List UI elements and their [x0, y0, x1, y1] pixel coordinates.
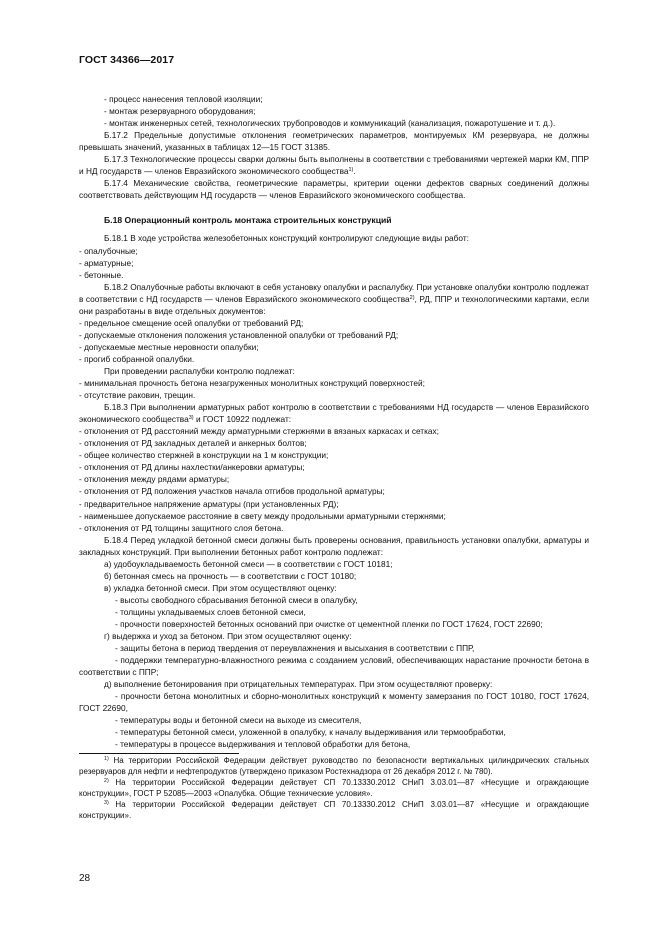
clause-b18-4: Б.18.4 Перед укладкой бетонной смеси должны быть проверены основания, правильность установки опалубки, арматуры и закладных конструкций. При выполнении бетонных работ контролю подлежат: — [79, 534, 589, 557]
list-item: - толщины укладываемых слоев бетонной смеси, — [115, 606, 306, 617]
footnote-separator — [79, 753, 239, 754]
footnote: $^{2)}$ На территории Российской Федерации действует СП 70.13330.2012 СНиП 3.03.01—87 «Несущие и ограждающие конструкции», ГОСТ Р 52085—2003 «Опалубка. Общие технические условия». — [79, 778, 589, 799]
list-item: - отсутствие раковин, трещин. — [79, 390, 196, 401]
footnote: $^{3)}$ На территории Российской Федерации действует СП 70.13330.2012 СНиП 3.03.01—87 «Несущие и ограждающие конструкции». — [79, 800, 589, 821]
list-item: - отклонения между рядами арматуры; — [79, 474, 230, 485]
list-item: - наименьшее допускаемое расстояние в свету между продольными арматурными стержнями; — [79, 510, 446, 521]
footnote-mark: 3) — [104, 800, 109, 807]
list-item: - защиты бетона в период твердения от переувлажнения и высыхания в соответствии с ППР, — [115, 643, 475, 654]
document-header: ГОСТ 34366—2017 — [79, 54, 175, 66]
sub-item-d: д) выполнение бетонирования при отрицательных температурах. При этом осуществляют проверку: — [104, 679, 493, 690]
clause-b18-1: Б.18.1 В ходе устройства железобетонных конструкций контролируют следующие виды работ: — [104, 233, 469, 244]
clause-b17-3: Б.17.3 Технологические процессы сварки должны быть выполнены в соответствии с требованиями чертежей марки КМ, ППР и НД государств — членов Евразийского экономического сообщества$^{1)}$. — [79, 154, 589, 177]
clause-b18-3: Б.18.3 При выполнении арматурных работ контролю в соответствии с требованиями НД государств — членов Евразийского экономического сообщества$^{3)}$ и ГОСТ 10922 подлежат: — [79, 402, 589, 425]
footnote-ref: 3) — [188, 415, 194, 422]
list-item: - допускаемые местные неровности опалубки; — [79, 341, 259, 352]
sub-item-a: а) удобоукладываемость бетонной смеси — в соответствии с ГОСТ 10181; — [104, 558, 393, 569]
footnote-ref: 1) — [348, 167, 354, 174]
list-item: - арматурные; — [79, 257, 134, 268]
list-item: - поддержки температурно-влажностного режима с созданием условий, обеспечивающих нарастание прочности бетона в соответствии с ППР; — [79, 655, 589, 678]
list-item: - температуры в процессе выдерживания и тепловой обработки для бетона, — [115, 739, 411, 750]
list-item: - опалубочные; — [79, 245, 138, 256]
list-item: - отклонения от РД толщины защитного слоя бетона. — [79, 522, 284, 533]
list-item: - высоты свободного сбрасывания бетонной смеси в опалубку, — [115, 594, 358, 605]
list-item: - предварительное напряжение арматуры (при установленных РД); — [79, 498, 339, 509]
list-item: - монтаж инженерных сетей, технологических трубопроводов и коммуникаций (канализация, пожаротушение и т. д.). — [104, 118, 556, 129]
list-item: - отклонения от РД положения участков начала отгибов продольной арматуры; — [79, 486, 385, 497]
list-item: - допускаемые отклонения положения установленной опалубки от требований РД; — [79, 329, 399, 340]
page-number: 28 — [79, 873, 91, 884]
paragraph: При проведении распалубки контролю подлежат: — [104, 365, 295, 376]
list-item: - отклонения от РД длины нахлестки/анкеровки арматуры; — [79, 462, 305, 473]
list-item: - прочности бетона монолитных и сборно-монолитных конструкций к моменту замерзания по ГОСТ 10180, ГОСТ 17624, ГОСТ 22690, — [79, 691, 589, 714]
list-item: - предельное смещение осей опалубки от требований РД; — [79, 317, 304, 328]
clause-b17-4: Б.17.4 Механические свойства, геометрические параметры, критерии оценки дефектов сварных соединений должны соответствовать действующим НД государств — членов Евразийского экономического сообщества. — [79, 178, 589, 201]
section-heading: Б.18 Операционный контроль монтажа строительных конструкций — [104, 215, 392, 226]
list-item: - монтаж резервуарного оборудования; — [104, 106, 256, 117]
list-item: - бетонные. — [79, 269, 124, 280]
list-item: - минимальная прочность бетона незагруженных монолитных конструкций поверхностей; — [79, 378, 425, 389]
footnote-mark: 2) — [104, 778, 109, 785]
clause-b18-2: Б.18.2 Опалубочные работы включают в себя установку опалубки и распалубку. При установке опалубки контролю подлежат в соответствии с НД государств — членов Евразийского экономического сообщества$^{2)}$, РД, ППР и технологическими картами, если они разработаны в виде отдельных документов: — [79, 281, 589, 316]
list-item: - прочности поверхностей бетонных оснований при очистке от цементной пленки по ГОСТ 17624, ГОСТ 22690; — [115, 618, 543, 629]
list-item: - отклонения от РД закладных деталей и анкерных болтов; — [79, 438, 307, 449]
footnote-mark: 1) — [104, 756, 109, 763]
sub-item-g: г) выдержка и уход за бетоном. При этом осуществляют оценку: — [104, 631, 352, 642]
list-item: - отклонения от РД расстояний между арматурными стержнями в вязаных каркасах и сетках; — [79, 426, 439, 437]
sub-item-b: б) бетонная смесь на прочность — в соответствии с ГОСТ 10180; — [104, 570, 357, 581]
footnote: $^{1)}$ На территории Российской Федерации действует руководство по безопасности вертикальных цилиндрических стальных резервуаров для нефти и нефтепродуктов (утверждено приказом Ростехнадзора от 26 декабря 2012 г. № 780). — [79, 756, 589, 777]
clause-b17-2: Б.17.2 Предельные допустимые отклонения геометрических параметров, монтируемых КМ резервуара, не должны превышать значений, указанных в таблицах 12—15 ГОСТ 31385. — [79, 130, 589, 153]
page-body — [79, 93, 589, 821]
footnote-ref: 2) — [409, 294, 415, 301]
list-item: - температуры воды и бетонной смеси на выходе из смесителя, — [115, 715, 362, 726]
list-item: - общее количество стержней в конструкции на 1 м конструкции; — [79, 450, 329, 461]
sub-item-c: в) укладка бетонной смеси. При этом осуществляют оценку: — [104, 582, 337, 593]
list-item: - прогиб собранной опалубки. — [79, 353, 195, 364]
list-item: - процесс нанесения тепловой изоляции; — [104, 94, 263, 104]
list-item: - температуры бетонной смеси, уложенной в опалубку, к началу выдерживания или термообработки, — [115, 727, 506, 738]
